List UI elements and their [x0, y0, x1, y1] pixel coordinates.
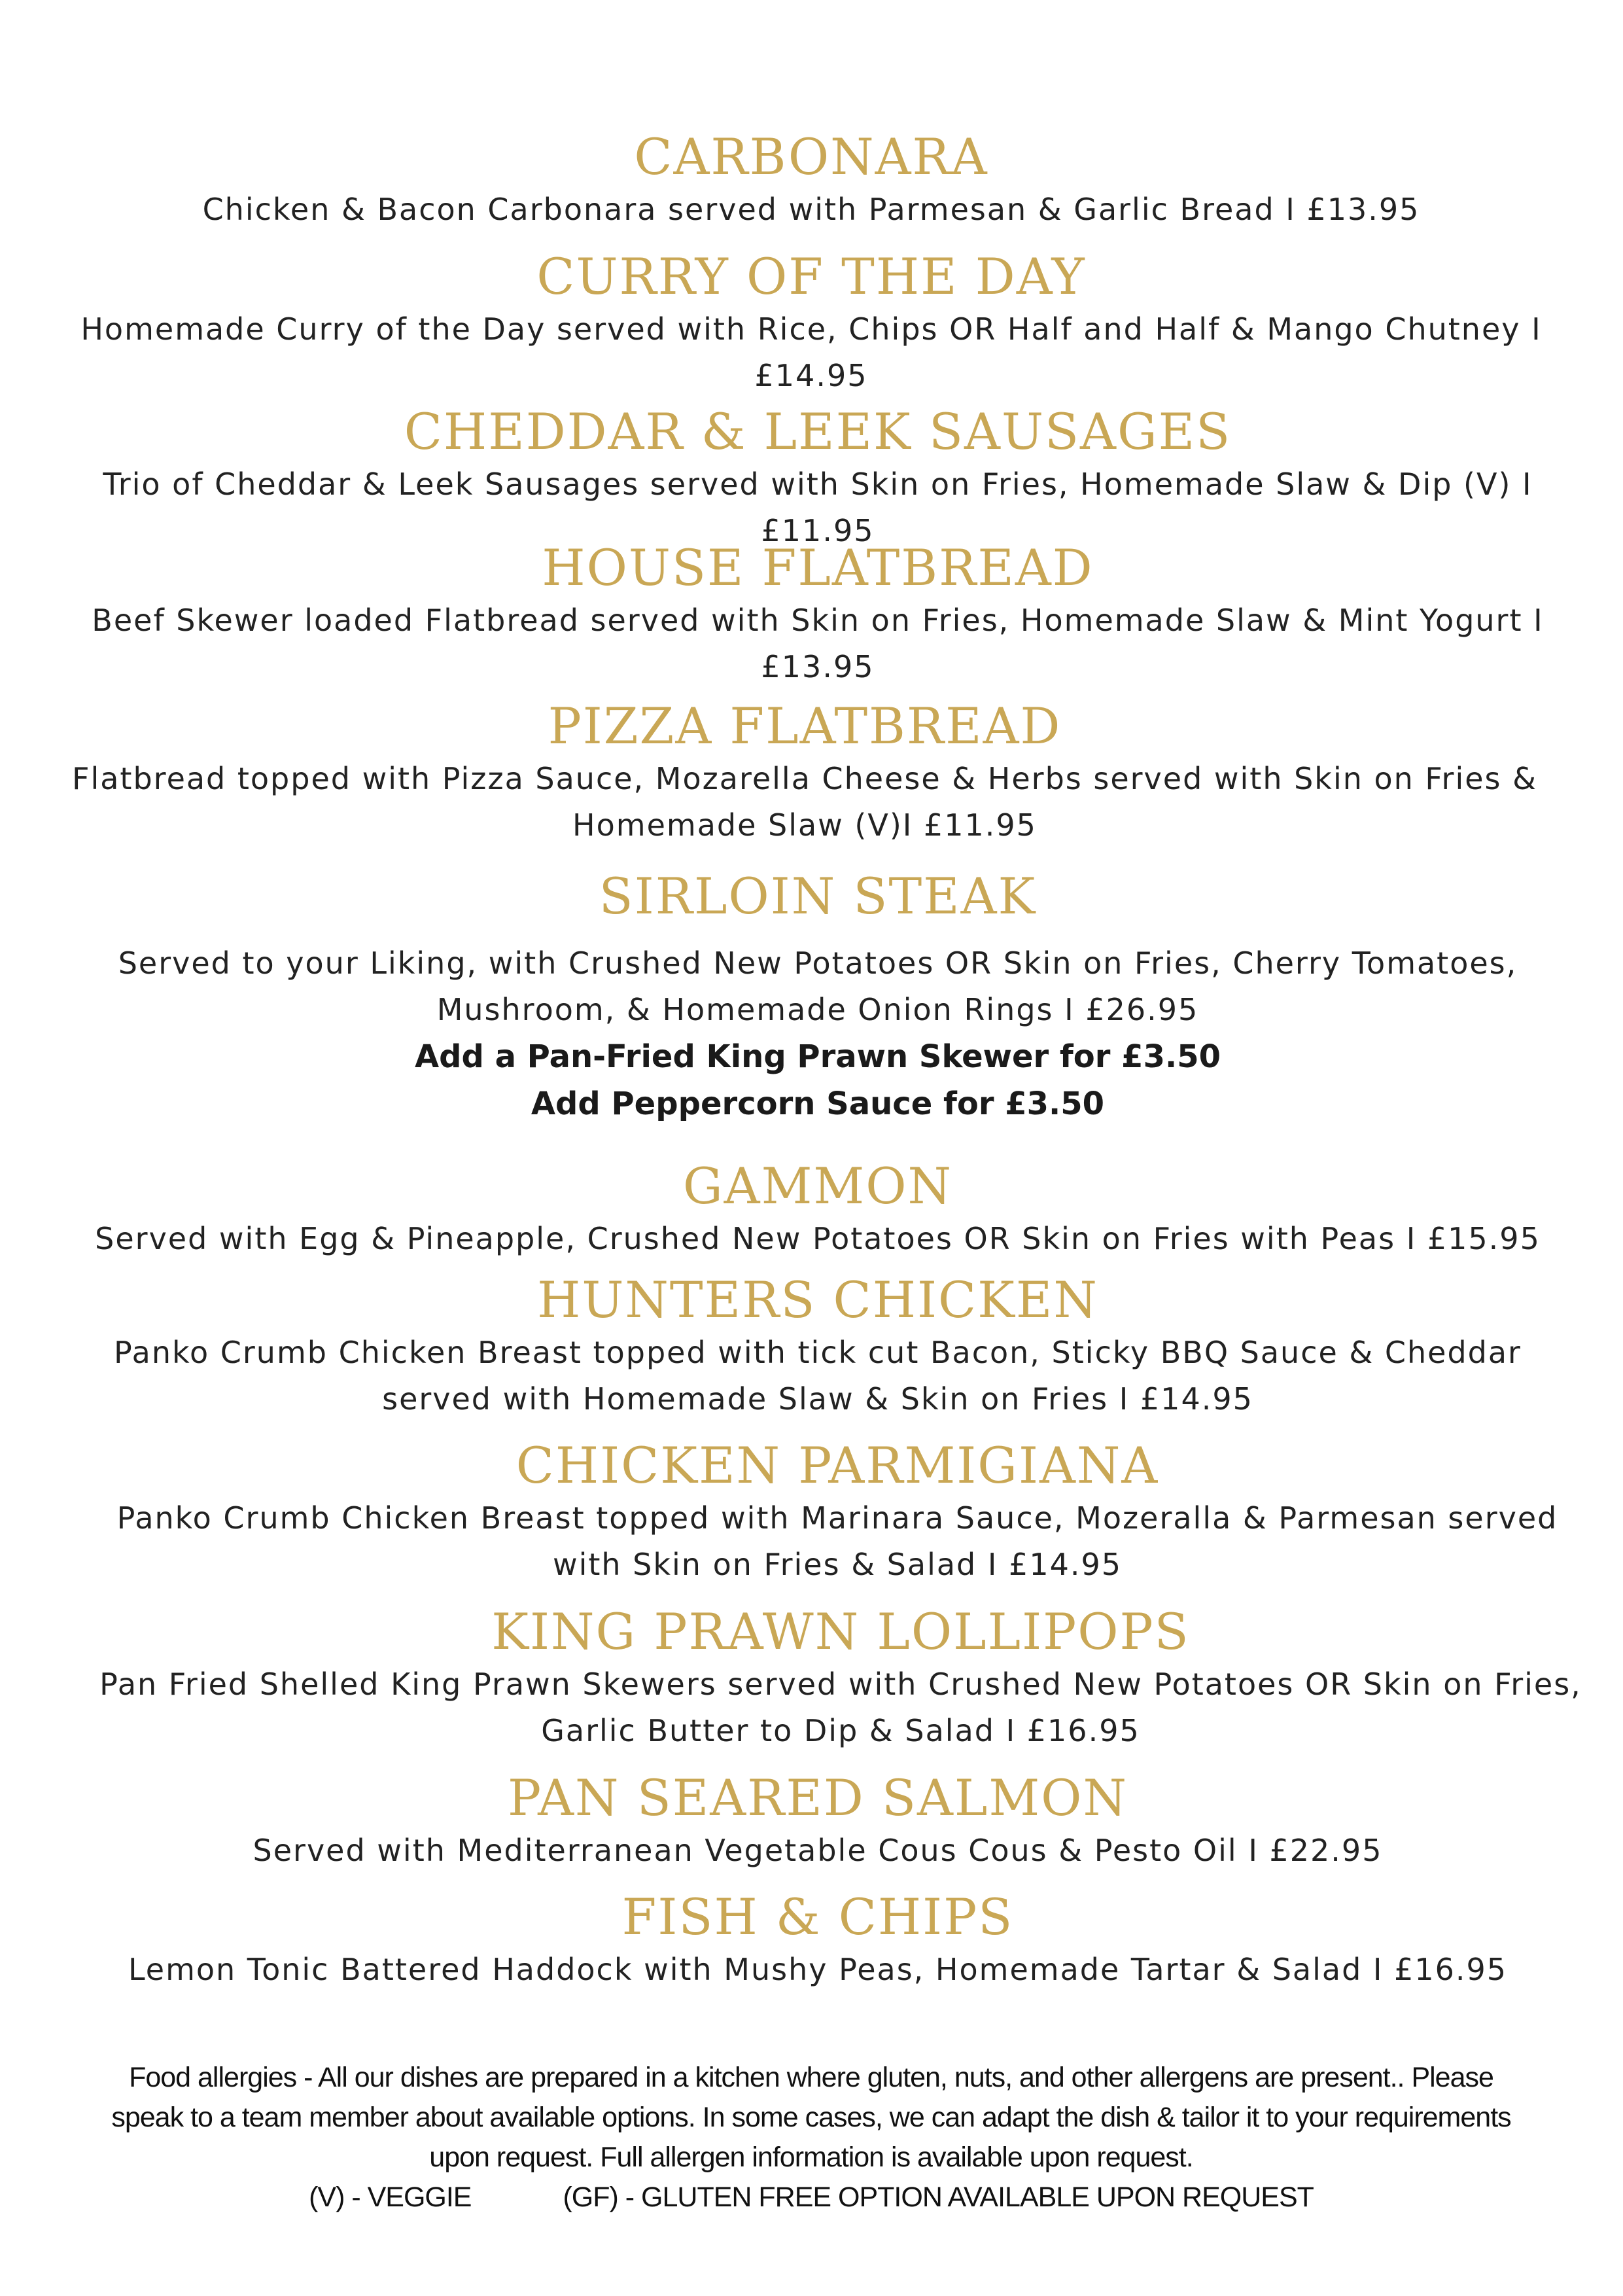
veggie-key: (V) - VEGGIE — [309, 2181, 472, 2213]
item-description: Served with Egg & Pineapple, Crushed New Potatoes OR Skin on Fries with Peas I £15.95 — [95, 1221, 1541, 1256]
sirloin-extra-prawn-skewer: Add a Pan-Fried King Prawn Skewer for £3.50 — [415, 1038, 1221, 1075]
item-description: Pan Fried Shelled King Prawn Skewers served with Crushed New Potatoes OR Skin on Fries, Garlic Butter to Dip & Salad I £16.95 — [99, 1667, 1582, 1748]
allergy-text: Food allergies - All our dishes are prepared in a kitchen where gluten, nuts, and other allergens are present.. Please speak to a team member about available options. In some cases, we can adapt the dish & tailor it to your requirements upon request. Full allergen information is available upon request. — [111, 2062, 1511, 2173]
item-title: FISH & CHIPS — [621, 1888, 1014, 1946]
item-description: Beef Skewer loaded Flatbread served with Skin on Fries, Homemade Slaw & Mint Yogurt I £13.95 — [92, 603, 1544, 684]
allergy-notice — [92, 2058, 1531, 2217]
item-description: Served with Mediterranean Vegetable Cous Cous & Pesto Oil I £22.95 — [253, 1833, 1383, 1868]
item-description: Flatbread topped with Pizza Sauce, Mozarella Cheese & Herbs served with Skin on Fries & Homemade Slaw (V)I £11.95 — [72, 761, 1537, 843]
item-title: GAMMON — [682, 1157, 953, 1215]
item-title: CARBONARA — [634, 128, 988, 186]
menu-item-house-flatbread — [39, 539, 1596, 690]
item-title: SIRLOIN STEAK — [599, 867, 1037, 925]
item-description: Chicken & Bacon Carbonara served with Parmesan & Garlic Bread I £13.95 — [202, 192, 1420, 227]
item-title: CHEDDAR & LEEK SAUSAGES — [404, 402, 1232, 461]
menu-item-hunters-chicken — [65, 1271, 1570, 1422]
item-title: HUNTERS CHICKEN — [537, 1271, 1098, 1329]
menu-item-chicken-parmigiana — [79, 1436, 1596, 1588]
menu-item-cheddar-leek-sausages — [65, 402, 1570, 554]
menu-item-carbonara — [26, 128, 1596, 233]
dietary-key — [92, 2178, 1531, 2217]
menu-item-pizza-flatbread — [20, 697, 1590, 849]
item-description: Trio of Cheddar & Leek Sausages served with Skin on Fries, Homemade Slaw & Dip (V) I £11.95 — [103, 467, 1533, 548]
item-title: CURRY OF THE DAY — [536, 247, 1086, 306]
menu-item-fish-chips — [65, 1888, 1570, 1993]
item-title: HOUSE FLATBREAD — [542, 539, 1094, 597]
menu-item-king-prawn-lollipops — [92, 1602, 1590, 1754]
item-description: Panko Crumb Chicken Breast topped with Marinara Sauce, Mozeralla & Parmesan served with Skin on Fries & Salad I £14.95 — [116, 1500, 1558, 1582]
menu-item-pan-seared-salmon — [65, 1769, 1570, 1874]
item-description: Lemon Tonic Battered Haddock with Mushy Peas, Homemade Tartar & Salad I £16.95 — [128, 1952, 1508, 1987]
menu-item-sirloin-steak — [65, 867, 1570, 1127]
item-description: Homemade Curry of the Day served with Rice, Chips OR Half and Half & Mango Chutney I £14.95 — [80, 311, 1542, 393]
item-description: Served to your Liking, with Crushed New Potatoes OR Skin on Fries, Cherry Tomatoes, Mushroom, & Homemade Onion Rings I £26.95 — [118, 945, 1518, 1027]
menu-item-curry — [26, 247, 1596, 399]
sirloin-extra-peppercorn-sauce: Add Peppercorn Sauce for £3.50 — [531, 1086, 1105, 1122]
item-title: PAN SEARED SALMON — [508, 1769, 1128, 1827]
item-description: Panko Crumb Chicken Breast topped with tick cut Bacon, Sticky BBQ Sauce & Cheddar served with Homemade Slaw & Skin on Fries I £14.95 — [114, 1335, 1522, 1417]
item-title: PIZZA FLATBREAD — [548, 697, 1062, 755]
item-title: KING PRAWN LOLLIPOPS — [491, 1602, 1190, 1661]
item-title: CHICKEN PARMIGIANA — [515, 1436, 1159, 1494]
menu-item-gammon — [65, 1157, 1570, 1262]
gluten-free-key: (GF) - GLUTEN FREE OPTION AVAILABLE UPON REQUEST — [563, 2181, 1314, 2213]
